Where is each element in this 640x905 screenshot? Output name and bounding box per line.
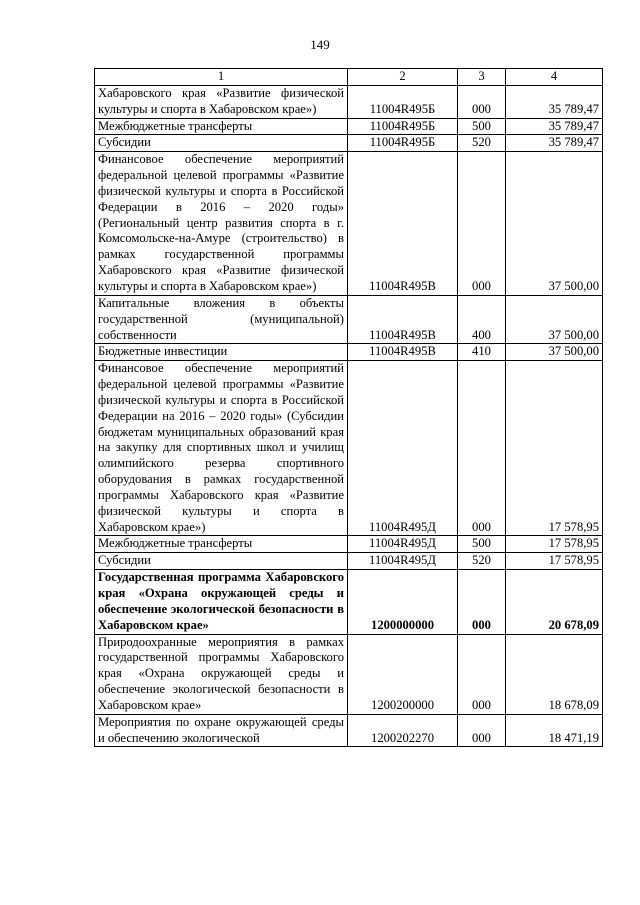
row-vr-cell: 410 (458, 344, 506, 361)
table-row (95, 85, 603, 118)
row-amount-cell: 17 578,95 (506, 553, 603, 570)
row-vr-cell: 000 (458, 361, 506, 536)
row-code-cell: 11004R495Б (348, 85, 458, 118)
table-row (95, 714, 603, 747)
table-row (95, 536, 603, 553)
table-row (95, 570, 603, 634)
table-header-row (95, 69, 603, 86)
header-col-name: 1 (95, 69, 348, 86)
row-name-cell: Субсидии (95, 553, 348, 570)
row-vr-cell: 000 (458, 152, 506, 296)
row-vr-cell: 000 (458, 634, 506, 714)
row-name-cell: Хабаровского края «Развитие физической культуры и спорта в Хабаровском крае») (95, 85, 348, 118)
table-row (95, 152, 603, 296)
row-name-cell: Субсидии (95, 135, 348, 152)
row-name-cell: Финансовое обеспечение мероприятий федеральной целевой программы «Развитие физической культуры и спорта в Российской Федерации на 2016 – 2020 годы» (Субсидии бюджетам муниципальных образований края на закупку для спортивных школ и училищ олимпийского резерва спортивного оборудования в рамках государственной программы Хабаровского края «Развитие физической культуры и спорта в Хабаровском крае») (95, 361, 348, 536)
row-vr-cell: 000 (458, 714, 506, 747)
row-amount-cell: 17 578,95 (506, 361, 603, 536)
row-amount-cell: 35 789,47 (506, 135, 603, 152)
table-row (95, 553, 603, 570)
row-name-cell: Государственная программа Хабаровского края «Охрана окружающей среды и обеспечение экологической безопасности в Хабаровском крае» (95, 570, 348, 634)
row-amount-cell: 20 678,09 (506, 570, 603, 634)
header-col-code: 2 (348, 69, 458, 86)
row-name-cell: Природоохранные мероприятия в рамках государственной программы Хабаровского края «Охрана окружающей среды и обеспечение экологической безопасности в Хабаровском крае» (95, 634, 348, 714)
header-col-amount: 4 (506, 69, 603, 86)
row-vr-cell: 500 (458, 536, 506, 553)
row-code-cell: 11004R495Б (348, 118, 458, 135)
row-amount-cell: 37 500,00 (506, 295, 603, 344)
row-vr-cell: 400 (458, 295, 506, 344)
row-vr-cell: 520 (458, 553, 506, 570)
row-vr-cell: 000 (458, 570, 506, 634)
table-row (95, 634, 603, 714)
budget-table (94, 68, 603, 747)
row-vr-cell: 520 (458, 135, 506, 152)
row-code-cell: 11004R495Д (348, 361, 458, 536)
row-name-cell: Бюджетные инвестиции (95, 344, 348, 361)
row-amount-cell: 37 500,00 (506, 344, 603, 361)
row-vr-cell: 500 (458, 118, 506, 135)
row-amount-cell: 18 471,19 (506, 714, 603, 747)
header-col-vr: 3 (458, 69, 506, 86)
row-code-cell: 11004R495В (348, 295, 458, 344)
row-amount-cell: 18 678,09 (506, 634, 603, 714)
row-name-cell: Финансовое обеспечение мероприятий федеральной целевой программы «Развитие физической культуры и спорта в Российской Федерации в 2016 – 2020 годы» (Региональный центр развития спорта в г. Комсомольске-на-Амуре (строительство) в рамках государственной программы Хабаровского края «Развитие физической культуры и спорта в Хабаровском крае») (95, 152, 348, 296)
row-code-cell: 11004R495Д (348, 553, 458, 570)
table-row (95, 361, 603, 536)
row-code-cell: 1200202270 (348, 714, 458, 747)
page-number: 149 (310, 37, 330, 52)
row-amount-cell: 35 789,47 (506, 118, 603, 135)
row-code-cell: 11004R495В (348, 344, 458, 361)
table-row (95, 118, 603, 135)
row-amount-cell: 37 500,00 (506, 152, 603, 296)
row-amount-cell: 35 789,47 (506, 85, 603, 118)
row-name-cell: Межбюджетные трансферты (95, 118, 348, 135)
row-amount-cell: 17 578,95 (506, 536, 603, 553)
table-row (95, 135, 603, 152)
row-code-cell: 1200200000 (348, 634, 458, 714)
row-code-cell: 11004R495В (348, 152, 458, 296)
row-code-cell: 11004R495Д (348, 536, 458, 553)
table-row (95, 344, 603, 361)
row-vr-cell: 000 (458, 85, 506, 118)
row-name-cell: Межбюджетные трансферты (95, 536, 348, 553)
row-name-cell: Капитальные вложения в объекты государственной (муниципальной) собственности (95, 295, 348, 344)
table-row (95, 295, 603, 344)
row-code-cell: 11004R495Б (348, 135, 458, 152)
row-code-cell: 1200000000 (348, 570, 458, 634)
row-name-cell: Мероприятия по охране окружающей среды и обеспечению экологической (95, 714, 348, 747)
